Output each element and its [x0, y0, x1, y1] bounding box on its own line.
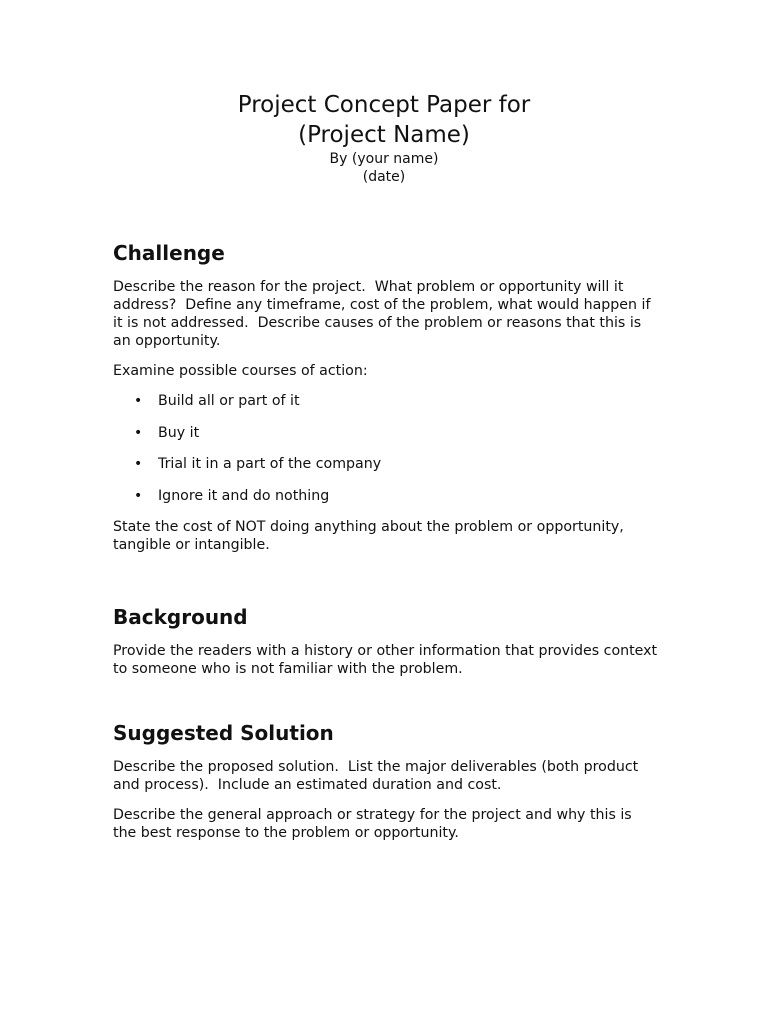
list-item: • Trial it in a part of the company	[158, 455, 658, 473]
list-item: • Buy it	[158, 424, 658, 442]
document-title-line-1: Project Concept Paper for	[237, 92, 531, 118]
list-item: • Build all or part of it	[158, 392, 658, 410]
bullet-list	[113, 392, 658, 505]
paragraph: State the cost of NOT doing anything about the problem or opportunity, tangible or intangible.	[113, 519, 624, 553]
list-item: • Ignore it and do nothing	[158, 487, 658, 505]
paragraph: Describe the reason for the project. What problem or opportunity will it address? Define any timeframe, cost of the problem, what would happen if it is not addressed. Describe causes of the problem or reasons that this is an opportunity.	[113, 279, 655, 349]
section-heading: Suggested Solution	[113, 721, 334, 745]
document-title-line-2: (Project Name)	[298, 122, 470, 148]
section-challenge	[113, 240, 658, 554]
section-heading: Background	[113, 605, 248, 629]
section-suggested-solution	[113, 720, 658, 842]
document-body	[113, 240, 658, 854]
paragraph: Describe the general approach or strategy for the project and why this is the best response to the problem or opportunity.	[113, 807, 632, 841]
section-heading: Challenge	[113, 241, 225, 265]
title-block	[0, 90, 768, 186]
paragraph: Provide the readers with a history or other information that provides context to someone who is not familiar with the problem.	[113, 643, 658, 677]
date-line: (date)	[362, 169, 406, 185]
paragraph: Examine possible courses of action:	[113, 363, 368, 379]
paragraph: Describe the proposed solution. List the major deliverables (both product and process). Include an estimated duration and cost.	[113, 759, 643, 793]
author-line: By (your name)	[329, 151, 439, 167]
section-background	[113, 604, 658, 678]
